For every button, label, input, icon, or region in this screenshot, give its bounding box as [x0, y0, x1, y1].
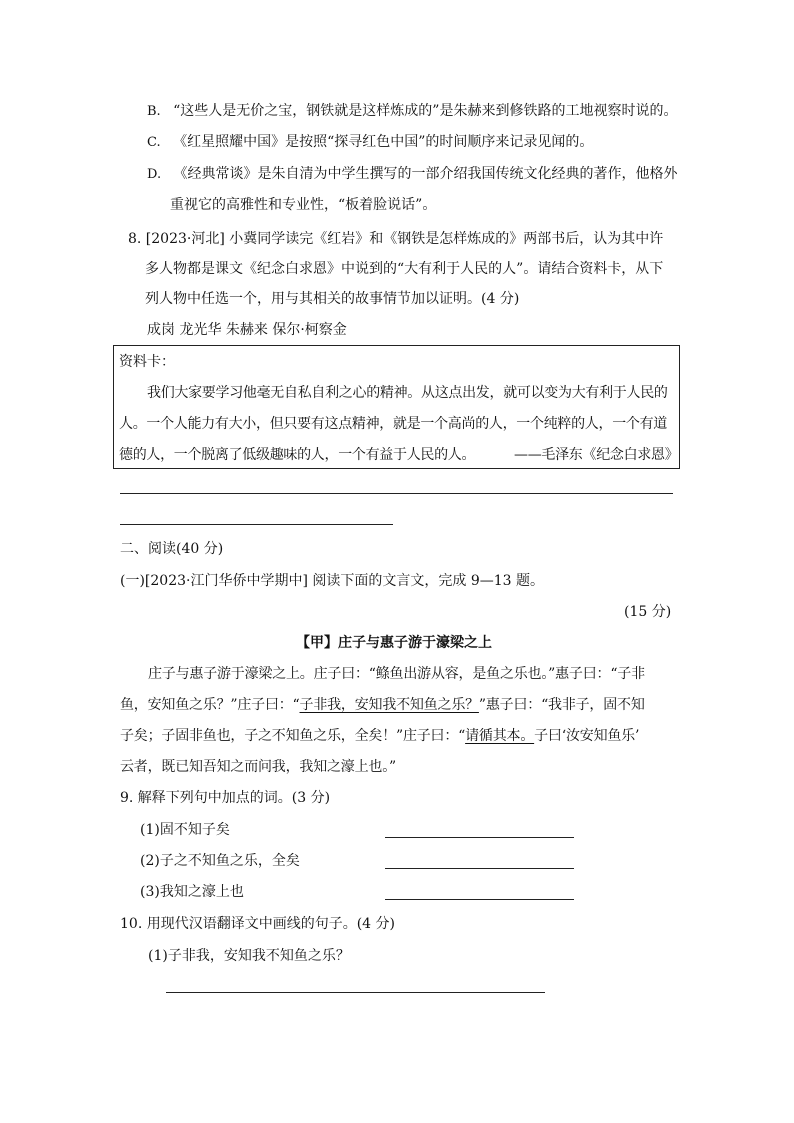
part-instruction: (一)[2023·江门华侨中学期中] 阅读下面的文言文，完成 9—13 题。 [120, 573, 544, 589]
passage-text: 鱼，安知鱼之乐？”庄子曰：“ [120, 697, 300, 713]
passage-text: ”惠子曰：“我非子，固不知 [478, 697, 645, 713]
section-heading: 二、阅读(40 分) [120, 541, 224, 557]
q10-item-1: (1)子非我，安知我不知鱼之乐？ [148, 948, 350, 964]
q9-answer-line-1[interactable] [385, 837, 574, 838]
q7-option-b [147, 101, 677, 122]
q8-stem-line3: 列人物中任选一个，用与其相关的故事情节加以证明。(4 分) [145, 291, 520, 307]
card-line2: 人。一个人能力有大小，但只要有这点精神，就是一个高尚的人，一个纯粹的人，一个有道 [119, 416, 667, 432]
q7-option-d [147, 164, 678, 185]
q7-option-d-continued: 重视它的高雅性和专业性，“板着脸说话”。 [170, 197, 437, 213]
q9-stem: 9. 解释下列句中加点的词。(3 分) [120, 790, 331, 806]
card-line3: 德的人，一个脱离了低级趣味的人，一个有益于人民的人。 [119, 447, 476, 463]
option-text: 《红星照耀中国》是按照“探寻红色中国”的时间顺序来记录见闻的。 [173, 134, 594, 150]
underlined-sentence-2: 请循其本。 [465, 728, 535, 744]
q9-item-2: (2)子之不知鱼之乐，全矣 [140, 853, 300, 869]
passage-line3 [120, 726, 639, 746]
option-label: C. [147, 135, 161, 150]
passage-title: 【甲】庄子与惠子游于濠梁之上 [296, 635, 492, 651]
answer-line[interactable] [120, 493, 673, 494]
q9-answer-line-3[interactable] [385, 899, 574, 900]
card-title: 资料卡： [119, 354, 175, 370]
card-source: ——毛泽东《纪念白求恩》 [514, 447, 679, 463]
q9-item-3: (3)我知之濠上也 [140, 884, 244, 900]
part-points: (15 分) [624, 604, 672, 620]
answer-line[interactable] [120, 524, 393, 525]
option-label: B. [147, 104, 161, 119]
option-text: “这些人是无价之宝，钢铁就是这样炼成的”是朱赫来到修铁路的工地视察时说的。 [173, 103, 678, 119]
passage-text: 子曰‘汝安知鱼乐’ [534, 728, 640, 744]
q9-answer-line-2[interactable] [385, 868, 574, 869]
passage-line2 [120, 695, 645, 715]
q8-stem-line2: 多人物都是课文《纪念白求恩》中说到的“大有利于人民的人”。请结合资料卡，从下 [145, 261, 664, 277]
q8-character-options: 成岗 龙光华 朱赫来 保尔·柯察金 [147, 322, 347, 338]
passage-line4: 云者，既已知吾知之而问我，我知之濠上也。” [120, 759, 396, 775]
q10-stem: 10. 用现代汉语翻译文中画线的句子。(4 分) [120, 916, 395, 932]
option-text: 《经典常谈》是朱自清为中学生撰写的一部介绍我国传统文化经典的著作，他格外 [173, 166, 678, 182]
q7-option-c [147, 132, 593, 153]
card-line1: 我们大家要学习他毫无自私自利之心的精神。从这点出发，就可以变为大有利于人民的 [147, 385, 668, 401]
q8-stem-line1: 8. [2023·河北] 小冀同学读完《红岩》和《钢铁是怎样炼成的》两部书后，认为其中许 [128, 231, 664, 247]
underlined-sentence-1: 子非我，安知我不知鱼之乐？ [299, 697, 479, 713]
passage-text: 子矣；子固非鱼也，子之不知鱼之乐，全矣！”庄子曰：“ [120, 728, 466, 744]
passage-line1: 庄子与惠子游于濠梁之上。庄子曰：“鲦鱼出游从容，是鱼之乐也。”惠子曰：“子非 [148, 666, 645, 682]
q10-answer-line[interactable] [166, 992, 545, 993]
option-label: D. [147, 167, 162, 182]
q9-item-1: (1)固不知子矣 [140, 822, 230, 838]
